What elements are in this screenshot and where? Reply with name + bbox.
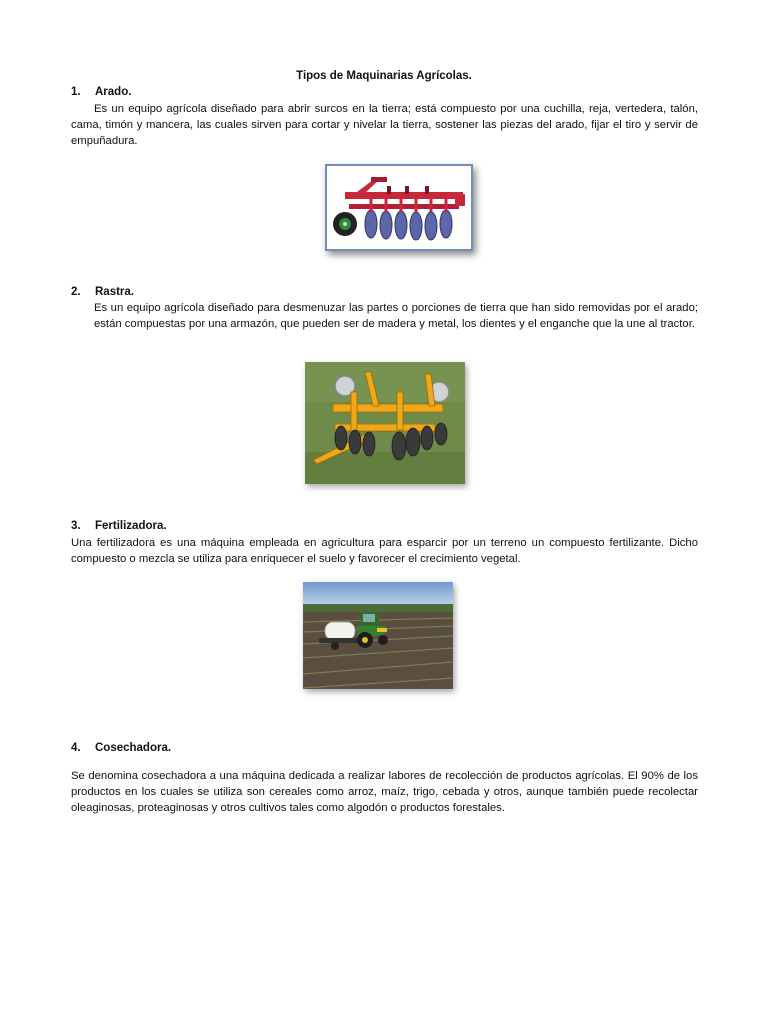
section-text-fertilizadora: Una fertilizadora es una máquina empleada en agricultura para esparcir por un terreno un compuesto fertilizante. Dicho compuesto o mezcla se utiliza para enriquecer el suelo y favorecer el crecimiento vegetal. <box>71 537 698 565</box>
section-heading-cosechadora <box>71 742 171 754</box>
section-title: Fertilizadora. <box>95 520 167 532</box>
section-title: Rastra. <box>95 286 134 298</box>
section-heading-arado <box>71 86 131 98</box>
section-title: Arado. <box>95 86 132 98</box>
harrow-illustration <box>305 362 465 484</box>
fertilizer-illustration <box>303 582 453 689</box>
harrow-image <box>305 362 465 484</box>
plow-image <box>325 164 473 251</box>
section-heading-rastra <box>71 286 134 298</box>
fertilizer-image <box>303 582 453 689</box>
section-text-rastra: Es un equipo agrícola diseñado para desmenuzar las partes o porciones de tierra que han sido removidas por el arado; están compuestas por una armazón, que pueden ser de madera y metal, los dientes y el enganche que la une al tractor. <box>94 302 698 330</box>
section-number: 1. <box>71 86 81 98</box>
section-text-cosechadora: Se denomina cosechadora a una máquina dedicada a realizar labores de recolección de productos agrícolas. El 90% de los productos en los cuales se utiliza son cereales como arroz, maíz, trigo, cebada y otros, aunque también puede recolectar oleaginosas, proteaginosas y otros cultivos tales como algodón o productos forestales. <box>71 770 698 814</box>
section-number: 2. <box>71 286 81 298</box>
section-heading-fertilizadora <box>71 520 167 532</box>
document-title: Tipos de Maquinarias Agrícolas. <box>296 70 472 82</box>
section-title: Cosechadora. <box>95 742 172 754</box>
section-number: 4. <box>71 742 81 754</box>
plow-illustration <box>327 166 471 249</box>
section-text-arado: Es un equipo agrícola diseñado para abrir surcos en la tierra; está compuesto por una cuchilla, reja, vertedera, talón, cama, timón y mancera, las cuales sirven para cortar y nivelar la tierra, sostener las piezas del arado, fijar el tiro y servir de empuñadura. <box>71 103 698 147</box>
section-number: 3. <box>71 520 81 532</box>
